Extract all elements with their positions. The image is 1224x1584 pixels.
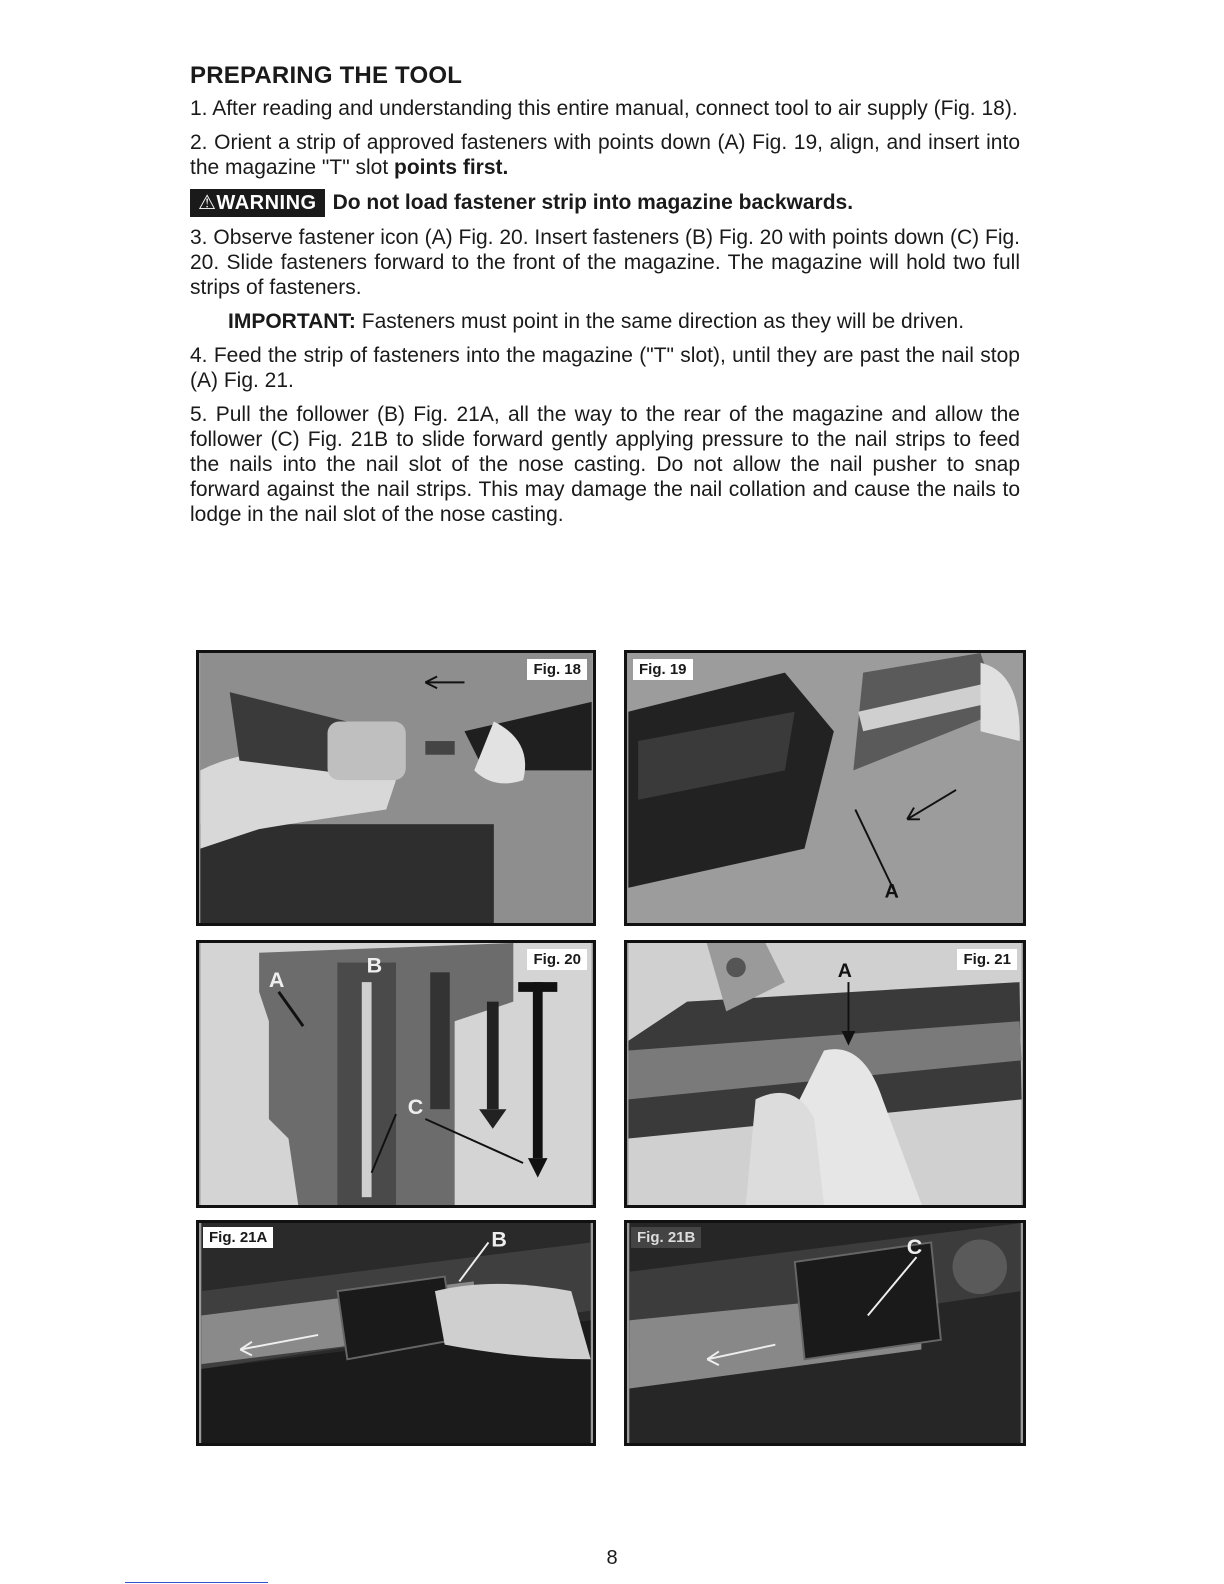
figure-18-photo (199, 653, 593, 923)
figure-20-label: Fig. 20 (527, 949, 587, 970)
warning-badge: ⚠WARNING (190, 189, 325, 217)
footer-rule (125, 1582, 268, 1583)
figure-grid (196, 650, 1026, 1446)
figure-21-photo (627, 943, 1023, 1205)
section-title: PREPARING THE TOOL (190, 62, 463, 89)
manual-content (190, 62, 1020, 536)
figure-20 (196, 940, 596, 1208)
figure-20-callout-a: A (268, 967, 285, 992)
figure-21a-photo (199, 1223, 593, 1443)
figure-19-callout-a: A (884, 880, 899, 903)
figure-21b-callout-c: C (906, 1235, 923, 1260)
step-2 (190, 130, 1020, 180)
step-3: 3. Observe fastener icon (A) Fig. 20. Insert fasteners (B) Fig. 20 with points down (C) Fig. 20. Slide fasteners forward to the front of the magazine. The magazine will hold two full strips of fasteners. (190, 226, 1020, 299)
figure-21b-photo (627, 1223, 1023, 1443)
figure-21-callout-a: A (837, 960, 852, 983)
figure-18-label: Fig. 18 (527, 659, 587, 680)
figure-21a-callout-b: B (491, 1227, 507, 1252)
step-5: 5. Pull the follower (B) Fig. 21A, all the way to the rear of the magazine and allow the follower (C) Fig. 21B to slide forward gently applying pressure to the nail strips to feed the nails into the nail slot of the nose casting. Do not allow the nail pusher to snap forward against the nail strips. This may damage the nail collation and cause the nails to lodge in the nail slot of the nose casting. (190, 403, 1020, 526)
warning-line (190, 189, 1020, 217)
figure-19 (624, 650, 1026, 926)
step-2-text: 2. Orient a strip of approved fasteners with points down (A) Fig. 19, align, and insert into the magazine "T" slot (190, 131, 1020, 179)
warning-text: Do not load fastener strip into magazine backwards. (332, 191, 854, 214)
figure-21b (624, 1220, 1026, 1446)
figure-20-photo (199, 943, 593, 1205)
step-4: 4. Feed the strip of fasteners into the magazine ("T" slot), until they are past the nail stop (A) Fig. 21. (190, 344, 1020, 392)
figure-20-callout-b: B (366, 953, 383, 978)
figure-21a-label: Fig. 21A (203, 1227, 273, 1248)
important-note (228, 309, 1020, 334)
page-number: 8 (606, 1547, 618, 1569)
figure-21 (624, 940, 1026, 1208)
figure-19-photo (627, 653, 1023, 923)
figure-20-callout-c: C (407, 1095, 424, 1120)
step-1: 1. After reading and understanding this entire manual, connect tool to air supply (Fig. 18). (190, 97, 1018, 120)
important-text: Fasteners must point in the same direction as they will be driven. (361, 310, 965, 333)
figure-21b-label: Fig. 21B (631, 1227, 701, 1248)
step-2-bold: points first. (394, 156, 509, 179)
figure-21-label: Fig. 21 (957, 949, 1017, 970)
figure-19-label: Fig. 19 (633, 659, 693, 680)
important-label: IMPORTANT: (228, 310, 356, 333)
figure-21a (196, 1220, 596, 1446)
figure-18 (196, 650, 596, 926)
